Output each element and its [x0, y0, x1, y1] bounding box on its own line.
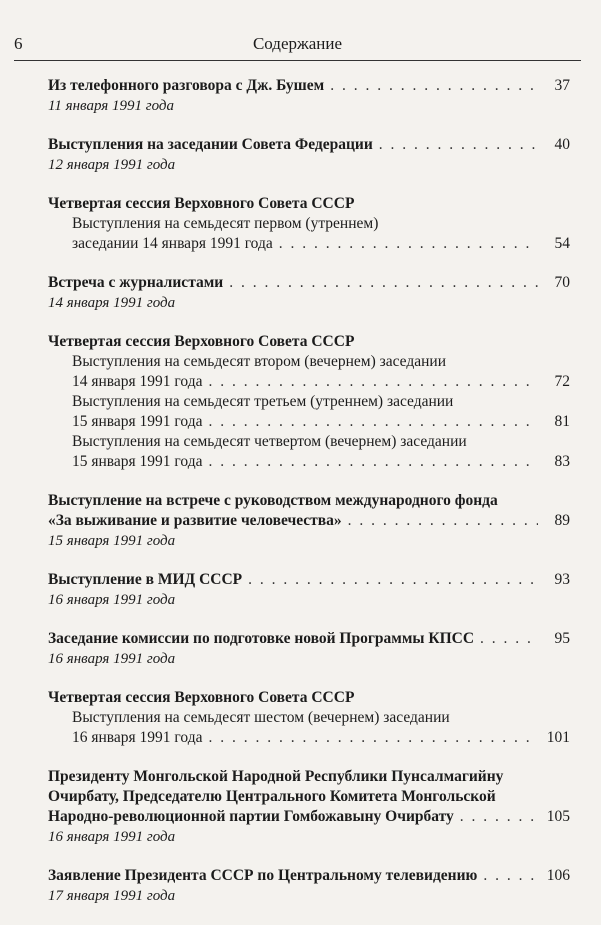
toc-line — [48, 234, 570, 254]
toc-page-number: 105 — [546, 808, 570, 825]
toc-title: 14 января 1991 года — [72, 373, 203, 390]
toc-line — [48, 491, 570, 511]
toc-entry — [48, 76, 570, 116]
toc-date: 16 января 1991 года — [48, 651, 176, 667]
dot-leader — [208, 412, 538, 432]
toc-line — [48, 708, 570, 728]
toc-title: Выступление на встрече с руководством международного фонда — [48, 492, 498, 509]
dot-leader — [208, 452, 538, 472]
toc-date: 12 января 1991 года — [48, 157, 176, 173]
toc-title: Очирбату, Председателю Центрального Комитета Монгольской — [48, 788, 496, 805]
toc-entry — [48, 688, 570, 748]
toc-title: Народно-революционной партии Гомбожавыну Очирбату — [48, 808, 454, 825]
dot-leader — [248, 570, 538, 590]
toc-page-number: 95 — [554, 630, 570, 647]
toc-entry — [48, 332, 570, 472]
toc-line — [48, 392, 570, 412]
dot-leader — [460, 807, 538, 827]
toc-title: Четвертая сессия Верховного Совета СССР — [48, 333, 355, 350]
toc-page-number: 81 — [554, 413, 570, 430]
toc-line — [48, 352, 570, 372]
toc-entry — [48, 135, 570, 175]
toc-line — [48, 688, 570, 708]
toc-date: 16 января 1991 года — [48, 592, 176, 608]
toc-title: «За выживание и развитие человечества» — [48, 512, 342, 529]
toc-title: 15 января 1991 года — [72, 413, 203, 430]
dot-leader — [208, 728, 538, 748]
dot-leader — [330, 76, 538, 96]
toc-page-number: 70 — [554, 274, 570, 291]
toc-title: Встреча с журналистами — [48, 274, 224, 291]
toc-title: Из телефонного разговора с Дж. Бушем — [48, 77, 325, 94]
toc-page-number: 106 — [546, 867, 570, 884]
toc-line — [48, 629, 570, 649]
toc-page-number: 89 — [554, 512, 570, 529]
toc-line — [48, 273, 570, 293]
toc-entry — [48, 629, 570, 669]
toc-title: Выступление в МИД СССР — [48, 571, 243, 588]
toc-title: Четвертая сессия Верховного Совета СССР — [48, 195, 355, 212]
toc-line — [48, 570, 570, 590]
dot-leader — [279, 234, 538, 254]
toc-line — [48, 866, 570, 886]
toc-title: Четвертая сессия Верховного Совета СССР — [48, 689, 355, 706]
toc-title: 15 января 1991 года — [72, 453, 203, 470]
toc-page-number: 54 — [554, 235, 570, 252]
toc-title: Выступления на семьдесят четвертом (вечернем) заседании — [72, 433, 467, 450]
toc-page-number: 40 — [554, 136, 570, 153]
toc-date: 17 января 1991 года — [48, 888, 176, 904]
toc-title: заседании 14 января 1991 года — [72, 235, 273, 252]
toc-line — [48, 332, 570, 352]
toc-title: Выступления на семьдесят третьем (утреннем) заседании — [72, 393, 454, 410]
toc-line — [48, 214, 570, 234]
table-of-contents — [48, 76, 570, 925]
page-header — [14, 28, 581, 58]
dot-leader — [229, 273, 538, 293]
toc-title: 16 января 1991 года — [72, 729, 203, 746]
dot-leader — [208, 372, 538, 392]
toc-page-number: 93 — [554, 571, 570, 588]
toc-page-number: 37 — [554, 77, 570, 94]
toc-line — [48, 194, 570, 214]
toc-line — [48, 432, 570, 452]
toc-line — [48, 135, 570, 155]
toc-title: Выступления на семьдесят шестом (вечернем) заседании — [72, 709, 450, 726]
toc-line — [48, 412, 570, 432]
toc-line — [48, 452, 570, 472]
toc-entry — [48, 491, 570, 551]
toc-page-number: 83 — [554, 453, 570, 470]
toc-title: Заседание комиссии по подготовке новой Программы КПСС — [48, 630, 475, 647]
toc-date: 15 января 1991 года — [48, 533, 176, 549]
toc-title: Выступления на заседании Совета Федерации — [48, 136, 373, 153]
dot-leader — [480, 629, 538, 649]
toc-date: 14 января 1991 года — [48, 295, 176, 311]
toc-entry — [48, 194, 570, 254]
toc-date: 16 января 1991 года — [48, 829, 176, 845]
header-rule — [14, 60, 581, 61]
toc-entry — [48, 767, 570, 847]
toc-line — [48, 807, 570, 827]
toc-line — [48, 76, 570, 96]
toc-line — [48, 511, 570, 531]
running-head: Содержание — [252, 34, 343, 53]
toc-date: 11 января 1991 года — [48, 98, 174, 114]
toc-title: Заявление Президента СССР по Центральному телевидению — [48, 867, 478, 884]
toc-page-number: 72 — [554, 373, 570, 390]
toc-title: Выступления на семьдесят первом (утреннем) — [72, 215, 379, 232]
dot-leader — [379, 135, 538, 155]
toc-title: Выступления на семьдесят втором (вечернем) заседании — [72, 353, 447, 370]
page-number: 6 — [14, 34, 23, 53]
toc-line — [48, 787, 570, 807]
toc-line — [48, 728, 570, 748]
toc-line — [48, 767, 570, 787]
toc-entry — [48, 866, 570, 906]
dot-leader — [348, 511, 538, 531]
toc-title: Президенту Монгольской Народной Республики Пунсалмагийну — [48, 768, 504, 785]
toc-line — [48, 372, 570, 392]
toc-page-number: 101 — [546, 729, 570, 746]
toc-entry — [48, 273, 570, 313]
dot-leader — [483, 866, 538, 886]
toc-entry — [48, 570, 570, 610]
